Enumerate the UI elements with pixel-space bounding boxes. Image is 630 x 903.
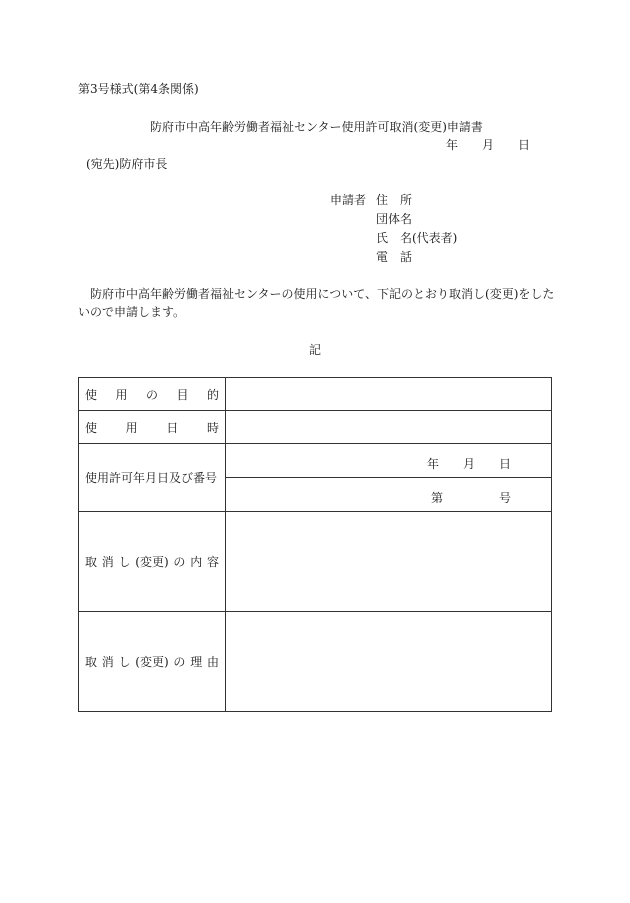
cancel-reason-field[interactable]: [226, 612, 552, 712]
applicant-phone-label: 電 話: [376, 250, 413, 264]
applicant-name-label: 氏 名(代表者): [376, 231, 458, 245]
applicant-organization-label: 団体名: [376, 212, 413, 226]
applicant-address-label: 住 所: [376, 193, 413, 207]
permit-date-field[interactable]: [226, 444, 552, 478]
header-month: 月: [482, 138, 495, 152]
header-year: 年: [446, 138, 459, 152]
form-number: 第3号様式(第4条関係): [78, 82, 199, 96]
purpose-label: 使 用 の 目 的: [79, 378, 226, 411]
usage-date-field[interactable]: [226, 411, 552, 444]
usage-date-label: 使 用 日 時: [79, 411, 226, 444]
permit-month: 月: [462, 457, 475, 471]
cancel-content-field[interactable]: [226, 512, 552, 612]
purpose-field[interactable]: [226, 378, 552, 411]
permit-number-field[interactable]: [226, 478, 552, 512]
permit-number-suffix: 号: [498, 491, 511, 505]
application-table: [78, 377, 552, 712]
cancel-reason-label: 取 消 し (変更) の 理 由: [79, 612, 226, 712]
body-text-line1: 防府市中高年齢労働者福祉センターの使用について、下記のとおり取消し(変更)をした: [90, 287, 555, 301]
header-day: 日: [518, 138, 531, 152]
ki-label: 記: [309, 343, 322, 357]
applicant-label: 申請者: [330, 193, 367, 207]
addressee: (宛先)防府市長: [86, 157, 168, 171]
permit-year: 年: [426, 457, 439, 471]
permit-label: 使用許可年月日及び番号: [79, 444, 226, 512]
document-title: 防府市中高年齢労働者福祉センター使用許可取消(変更)申請書: [150, 120, 483, 134]
permit-day: 日: [498, 457, 511, 471]
permit-number-prefix: 第: [430, 491, 443, 505]
header-date: [446, 139, 530, 151]
body-text-line2: いので申請します。: [78, 305, 186, 319]
cancel-content-label: 取 消 し (変更) の 内 容: [79, 512, 226, 612]
